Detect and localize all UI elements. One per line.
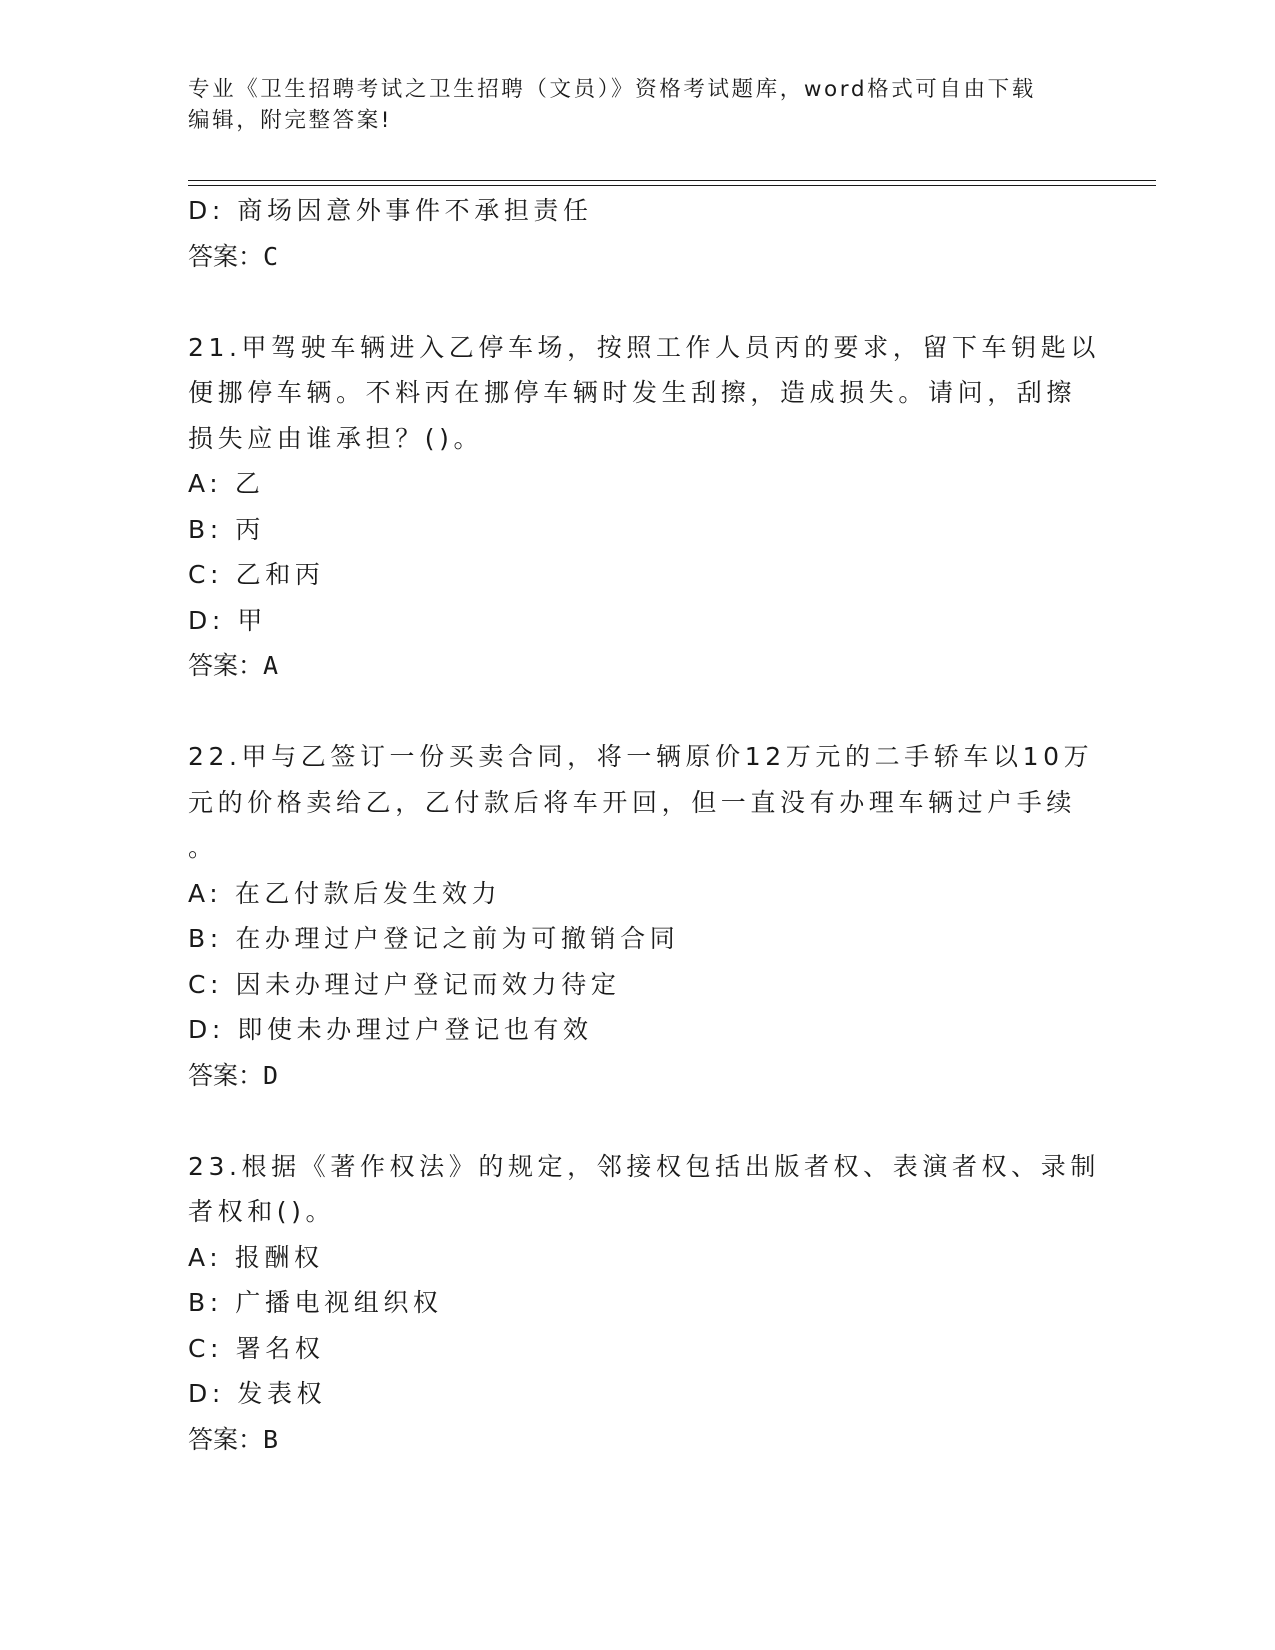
spacer (188, 1098, 1088, 1144)
answer-line (188, 1417, 1088, 1463)
answer-value: C (263, 241, 280, 271)
answer-line (188, 234, 1088, 280)
option-c: C: 署名权 (188, 1333, 325, 1363)
question-block (188, 734, 1094, 1098)
question-text-line: 便挪停车辆。不料丙在挪停车辆时发生刮擦，造成损失。请问，刮擦 (188, 378, 1077, 407)
header-rule-top (188, 180, 1156, 181)
option-a: A: 报酬权 (188, 1242, 324, 1272)
option-c: C: 因未办理过户登记而效力待定 (188, 969, 621, 999)
option-d: D: 甲 (188, 605, 268, 635)
answer-line (188, 1053, 1088, 1099)
answer-label: 答案： (188, 241, 264, 271)
answer-value: A (263, 651, 280, 680)
option-d: D: 即使未办理过户登记也有效 (188, 1015, 593, 1044)
question-text-line: 损失应由谁承担？()。 (188, 423, 484, 453)
answer-value: B (263, 1424, 280, 1454)
spacer (188, 279, 1088, 325)
question-text-line: 22.甲与乙签订一份买卖合同，将一辆原价12万元的二手轿车以10万 (188, 742, 1094, 771)
option-b: B: 丙 (188, 514, 265, 544)
option-b: B: 广播电视组织权 (188, 1288, 443, 1317)
question-text-line: 元的价格卖给乙，乙付款后将车开回，但一直没有办理车辆过户手续 (188, 787, 1077, 817)
answer-label: 答案： (188, 1424, 264, 1454)
option-d: D: 商场因意外事件不承担责任 (188, 196, 593, 225)
option-b: B: 在办理过户登记之前为可撤销合同 (188, 924, 680, 953)
question-text-line: 者权和()。 (188, 1197, 336, 1226)
header-line-1: 专业《卫生招聘考试之卫生招聘（文员）》资格考试题库，word格式可自由下载 (188, 77, 1036, 102)
answer-value: D (263, 1060, 280, 1090)
document-body (188, 188, 1100, 1462)
header-rule-bottom (188, 185, 1156, 186)
answer-label: 答案： (188, 1060, 264, 1090)
question-block (188, 1144, 1100, 1463)
option-a: A: 乙 (188, 469, 265, 498)
answer-label: 答案： (188, 651, 264, 680)
option-c: C: 乙和丙 (188, 560, 325, 589)
spacer (188, 689, 1088, 735)
question-text-line: 23.根据《著作权法》的规定，邻接权包括出版者权、表演者权、录制 (188, 1151, 1100, 1181)
answer-line (188, 643, 1088, 689)
question-block (188, 325, 1100, 689)
option-a: A: 在乙付款后发生效力 (188, 878, 502, 908)
question-text-line: 。 (188, 833, 218, 862)
question-text-line: 21.甲驾驶车辆进入乙停车场，按照工作人员丙的要求，留下车钥匙以 (188, 332, 1100, 362)
header-line-2: 编辑，附完整答案! (188, 108, 393, 133)
option-d: D: 发表权 (188, 1379, 327, 1408)
document-header (188, 74, 1088, 136)
